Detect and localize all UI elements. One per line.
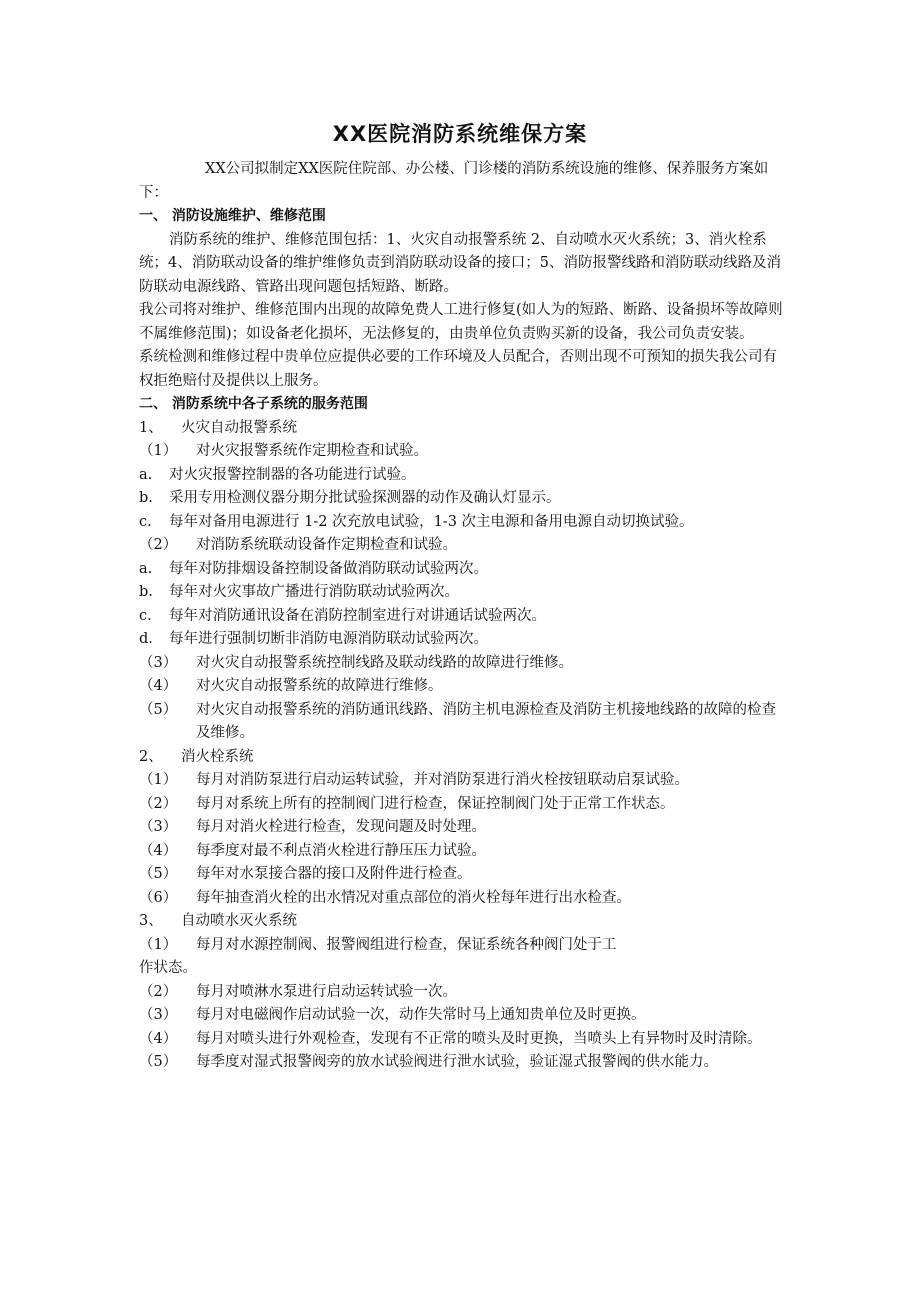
- list-text: 对火灾自动报警系统的消防通讯线路、消防主机电源检查及消防主机接地线路的故障的检查及维修。: [196, 701, 776, 741]
- list-marker: （4）: [139, 1030, 178, 1047]
- document-title: XX医院消防系统维保方案: [332, 122, 588, 146]
- subsystem-number: 3、: [139, 913, 163, 929]
- list-marker: （5）: [139, 866, 178, 882]
- list-item: [139, 440, 789, 464]
- list-text: 每年进行强制切断非消防电源消防联动试验两次。: [169, 631, 488, 647]
- intro-paragraph: XX公司拟制定XX医院住院部、办公楼、门诊楼的消防系统设施的维修、保养服务方案如下：: [139, 161, 769, 201]
- list-item: [139, 652, 789, 676]
- list-marker: （5）: [139, 1054, 178, 1070]
- list-text: 对火灾自动报警系统控制线路及联动线路的故障进行维修。: [196, 654, 573, 671]
- list-text: 每月对水源控制阀、报警阀组进行检查，保证系统各种阀门处于工: [196, 936, 617, 953]
- list-marker: （6）: [139, 889, 178, 906]
- list-marker: d.: [139, 631, 153, 647]
- subsystem-1-title: [139, 417, 789, 441]
- list-text: 每年抽查消火栓的出水情况对重点部位的消火栓每年进行出水检查。: [196, 889, 631, 906]
- list-item: [139, 581, 789, 605]
- list-item: [139, 934, 789, 958]
- list-text: 每月对消火栓进行检查，发现问题及时处理。: [196, 819, 486, 835]
- list-marker: （2）: [139, 795, 178, 812]
- list-item: [139, 816, 789, 840]
- list-marker: （2）: [139, 537, 178, 553]
- list-marker: （1）: [139, 772, 178, 788]
- list-text: 每月对喷淋水泵进行启动运转试验一次。: [196, 983, 457, 1000]
- list-text: 每季度对最不利点消火栓进行静压压力试验。: [196, 842, 486, 859]
- list-text: 每月对电磁阀作启动试验一次，动作失常时马上通知贵单位及时更换。: [196, 1007, 646, 1023]
- list-item: [139, 1004, 789, 1028]
- list-item: [139, 628, 789, 652]
- list-marker: （3）: [139, 654, 178, 671]
- list-marker: a.: [139, 560, 153, 577]
- list-item: [139, 1051, 789, 1075]
- list-marker: c.: [139, 607, 152, 624]
- list-marker: b.: [139, 490, 153, 506]
- section-2-heading: 二、 消防系统中各子系统的服务范围: [139, 396, 368, 412]
- list-marker: （1）: [139, 936, 178, 953]
- list-text: 每月对喷头进行外观检查，发现有不正常的喷头及时更换，当喷头上有异物时及时清除。: [196, 1030, 762, 1047]
- list-item: [139, 699, 789, 746]
- section-1-paragraph-1: 消防系统的维护、维修范围包括：1、火灾自动报警系统 2、自动喷水灭火系统；3、消火栓系统；4、消防联动设备的维护维修负责到消防联动设备的接口；5、消防报警线路和消防联动线路及消防联动电源线路、管路出现问题包括短路、断路。: [139, 231, 781, 295]
- section-1-heading: 一、 消防设施维护、维修范围: [139, 208, 326, 224]
- subsystem-3-title: [139, 910, 789, 934]
- subsystem-title: 自动喷水灭火系统: [181, 913, 297, 929]
- list-text: 每季度对湿式报警阀旁的放水试验阀进行泄水试验，验证湿式报警阀的供水能力。: [196, 1054, 718, 1070]
- list-item: [139, 769, 789, 793]
- list-item: [139, 464, 789, 488]
- list-text: 每年对水泵接合器的接口及附件进行检查。: [196, 866, 472, 882]
- list-item: [139, 863, 789, 887]
- list-item-continuation: 作状态。: [139, 960, 197, 976]
- list-text: 每年对备用电源进行 1-2 次充放电试验，1-3 次主电源和备用电源自动切换试验。: [169, 513, 694, 530]
- list-text: 采用专用检测仪器分期分批试验探测器的动作及确认灯显示。: [169, 490, 561, 506]
- section-1-paragraph-3: 系统检测和维修过程中贵单位应提供必要的工作环境及人员配合，否则出现不可预知的损失我公司有权拒绝赔付及提供以上服务。: [139, 349, 777, 389]
- list-item: [139, 793, 789, 817]
- list-item: [139, 887, 789, 911]
- subsystem-2-title: [139, 746, 789, 770]
- list-marker: （4）: [139, 678, 178, 694]
- list-marker: c.: [139, 513, 152, 530]
- subsystem-title: 火灾自动报警系统: [181, 419, 297, 436]
- list-item: [139, 605, 789, 629]
- list-marker: （3）: [139, 819, 178, 835]
- list-text: 每月对系统上所有的控制阀门进行检查，保证控制阀门处于正常工作状态。: [196, 795, 675, 812]
- list-marker: （3）: [139, 1007, 178, 1023]
- list-item: [139, 981, 789, 1005]
- list-text: 对火灾报警控制器的各功能进行试验。: [169, 466, 416, 483]
- list-text: 每年对火灾事故广播进行消防联动试验两次。: [169, 584, 459, 600]
- subsystem-number: 1、: [139, 419, 163, 436]
- list-item: [139, 534, 789, 558]
- list-text: 对火灾报警系统作定期检查和试验。: [196, 443, 428, 459]
- list-text: 每年对防排烟设备控制设备做消防联动试验两次。: [169, 560, 488, 577]
- list-item: [139, 675, 789, 699]
- list-text: 对消防系统联动设备作定期检查和试验。: [196, 537, 457, 553]
- list-text: 每年对消防通讯设备在消防控制室进行对讲通话试验两次。: [169, 607, 546, 624]
- list-marker: a.: [139, 466, 153, 483]
- document-body: [139, 158, 789, 1075]
- section-1-paragraph-2: 我公司将对维护、维修范围内出现的故障免费人工进行修复(如人为的短路、断路、设备损坏等故障则不属维修范围)；如设备老化损坏，无法修复的，由贵单位负责购买新的设备，我公司负责安装。: [139, 302, 783, 342]
- list-marker: （2）: [139, 983, 178, 1000]
- list-marker: （4）: [139, 842, 178, 859]
- list-item: [139, 840, 789, 864]
- list-text: 每月对消防泵进行启动运转试验，并对消防泵进行消火栓按钮联动启泵试验。: [196, 772, 689, 788]
- list-marker: （1）: [139, 443, 178, 459]
- list-item: [139, 487, 789, 511]
- list-item: [139, 558, 789, 582]
- list-marker: b.: [139, 584, 153, 600]
- list-marker: （5）: [139, 701, 178, 718]
- subsystem-title: 消火栓系统: [181, 748, 254, 765]
- list-item: [139, 1028, 789, 1052]
- list-text: 对火灾自动报警系统的故障进行维修。: [196, 678, 443, 694]
- list-item: [139, 511, 789, 535]
- subsystem-number: 2、: [139, 748, 163, 765]
